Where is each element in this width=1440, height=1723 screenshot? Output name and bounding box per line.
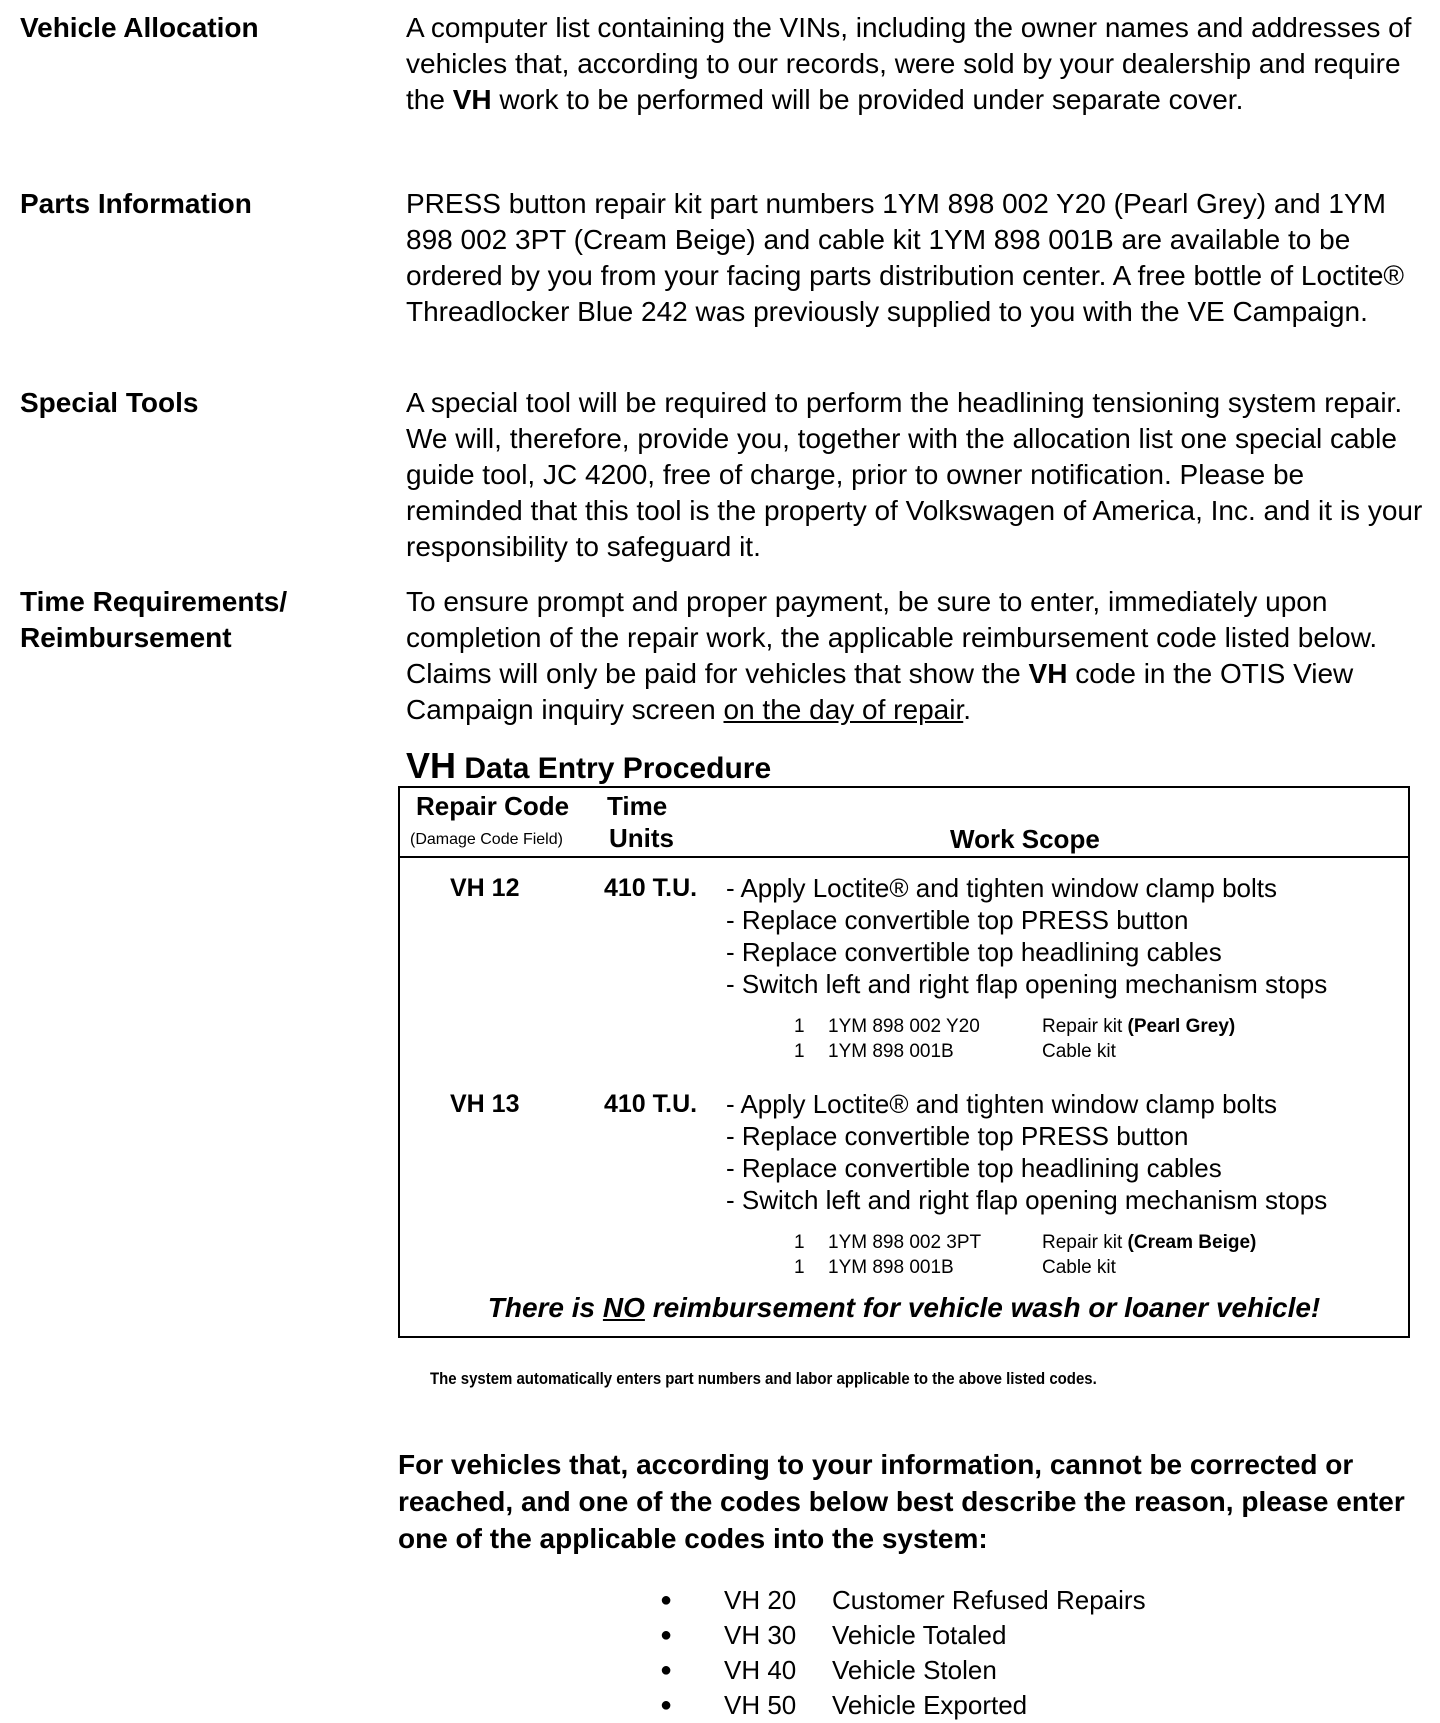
part-description xyxy=(1042,1014,1235,1039)
procedure-title-rest: Data Entry Procedure xyxy=(464,752,772,785)
section-label-vehicle-allocation: Vehicle Allocation xyxy=(20,12,259,43)
work-scope-item: - Replace convertible top headlining cables xyxy=(726,937,1222,967)
part-row xyxy=(794,1230,1256,1255)
section-text-special-tools: A special tool will be required to perform the headlining tensioning system repair. We will, therefore, provide you, together with the allocation list one special cable guide tool, JC 4200, free of charge, prior to owner notification. Please be reminded that this tool is the property of Volkswagen of America, Inc. and it is your responsibility to safeguard it. xyxy=(406,387,1423,562)
section-label-special-tools: Special Tools xyxy=(20,387,199,418)
no-reimbursement-note xyxy=(400,1290,1408,1326)
system-note: The system automatically enters part numbers and labor applicable to the above listed codes. xyxy=(430,1369,1097,1388)
work-scope-item: - Replace convertible top headlining cables xyxy=(726,1153,1222,1183)
reason-desc: Vehicle Stolen xyxy=(832,1655,997,1685)
bullet-icon: ● xyxy=(660,1624,673,1646)
work-scope-item: - Replace convertible top PRESS button xyxy=(726,1121,1189,1151)
part-qty: 1 xyxy=(794,1232,805,1253)
work-scope-list-vh13 xyxy=(726,1088,1327,1216)
reason-desc: Vehicle Totaled xyxy=(832,1620,1007,1650)
time-text-underline: on the day of repair xyxy=(723,694,964,725)
reason-code: VH 40 xyxy=(724,1655,797,1685)
part-desc-text: Repair kit xyxy=(1042,1232,1123,1253)
section-label-line-1: Time Requirements/ xyxy=(20,586,288,617)
procedure-table-header xyxy=(400,788,1408,858)
part-qty: 1 xyxy=(794,1041,805,1062)
procedure-table xyxy=(398,786,1410,1338)
bullet-icon: ● xyxy=(660,1694,673,1716)
reason-code: VH 50 xyxy=(724,1690,797,1720)
section-text-time-requirements xyxy=(406,584,1426,728)
part-number: 1YM 898 001B xyxy=(828,1257,954,1278)
work-scope-item: - Switch left and right flap opening mechanism stops xyxy=(726,969,1328,999)
header-work-scope: Work Scope xyxy=(950,824,1100,854)
part-row xyxy=(794,1255,1256,1280)
time-units-vh13: 410 T.U. xyxy=(604,1090,698,1118)
part-description: Cable kit xyxy=(1042,1041,1116,1062)
header-damage-code-field: (Damage Code Field) xyxy=(410,831,563,848)
procedure-title-vh: VH xyxy=(406,745,457,786)
header-units: Units xyxy=(609,823,674,853)
reason-code-item xyxy=(660,1583,1146,1618)
section-text-parts-information: PRESS button repair kit part numbers 1YM 898 002 Y20 (Pearl Grey) and 1YM 898 002 3PT (Cream Beige) and cable kit 1YM 898 001B are available to be ordered by you from your facing parts distribution center. A free bottle of Loctite® Threadlocker Blue 242 was previously supplied to you with the VE Campaign. xyxy=(406,188,1405,327)
reason-code: VH 20 xyxy=(724,1585,797,1615)
part-number: 1YM 898 001B xyxy=(828,1041,954,1062)
section-label-time-requirements xyxy=(20,584,380,656)
part-desc-text: Repair kit xyxy=(1042,1016,1123,1037)
reason-desc: Vehicle Exported xyxy=(832,1690,1028,1720)
bullet-icon: ● xyxy=(660,1589,673,1611)
repair-code-vh13: VH 13 xyxy=(450,1090,520,1118)
parts-list-vh12 xyxy=(794,1014,1235,1064)
procedure-title xyxy=(406,746,771,789)
time-text-b: code in the OTIS View Campaign inquiry screen xyxy=(406,658,1354,725)
time-text-vh: VH xyxy=(1028,658,1068,689)
section-text-vehicle-allocation xyxy=(406,10,1426,118)
work-scope-list-vh12 xyxy=(726,872,1327,1000)
part-row xyxy=(794,1014,1235,1039)
part-description: Cable kit xyxy=(1042,1257,1116,1278)
part-qty: 1 xyxy=(794,1016,805,1037)
repair-code-vh12: VH 12 xyxy=(450,874,520,902)
no-reimb-text-b: reimbursement for vehicle wash or loaner vehicle! xyxy=(652,1292,1321,1323)
vehicles-paragraph: For vehicles that, according to your information, cannot be corrected or reached, and one of the codes below best describe the reason, please enter one of the applicable codes into the system: xyxy=(398,1449,1405,1554)
part-desc-color: (Pearl Grey) xyxy=(1127,1016,1236,1037)
part-row xyxy=(794,1039,1235,1064)
part-number: 1YM 898 002 3PT xyxy=(828,1232,982,1253)
reason-codes-list xyxy=(660,1583,1146,1723)
header-repair-code: Repair Code xyxy=(416,791,570,821)
part-desc-color: (Cream Beige) xyxy=(1127,1232,1257,1253)
reason-code-item xyxy=(660,1618,1146,1653)
time-text-a: To ensure prompt and proper payment, be sure to enter, immediately upon completion of the repair work, the applicable reimbursement code listed below. Claims will only be paid for vehicles that show the xyxy=(406,586,1378,689)
section-label-line-2: Reimbursement xyxy=(20,622,232,653)
parts-list-vh13 xyxy=(794,1230,1256,1280)
work-scope-item: - Apply Loctite® and tighten window clamp bolts xyxy=(726,873,1278,903)
work-scope-item: - Replace convertible top PRESS button xyxy=(726,905,1189,935)
part-number: 1YM 898 002 Y20 xyxy=(828,1016,980,1037)
time-units-vh12: 410 T.U. xyxy=(604,874,698,902)
reason-code-item xyxy=(660,1653,1146,1688)
bullet-icon: ● xyxy=(660,1659,673,1681)
no-reimb-no: NO xyxy=(602,1292,645,1323)
part-qty: 1 xyxy=(794,1257,805,1278)
vehicle-allocation-text: A computer list containing the VINs, including the owner names and addresses of vehicles that, according to our records, were sold by your dealership and require the VH work to be performed will be provided under separate cover. xyxy=(406,12,1412,115)
reason-desc: Customer Refused Repairs xyxy=(832,1585,1146,1615)
reason-code: VH 30 xyxy=(724,1620,797,1650)
part-description xyxy=(1042,1230,1256,1255)
work-scope-item: - Switch left and right flap opening mechanism stops xyxy=(726,1185,1328,1215)
section-label-parts-information: Parts Information xyxy=(20,188,252,219)
time-text-end: . xyxy=(963,694,972,725)
no-reimb-text-a: There is xyxy=(487,1292,596,1323)
work-scope-item: - Apply Loctite® and tighten window clamp bolts xyxy=(726,1089,1278,1119)
header-time: Time xyxy=(607,791,668,821)
